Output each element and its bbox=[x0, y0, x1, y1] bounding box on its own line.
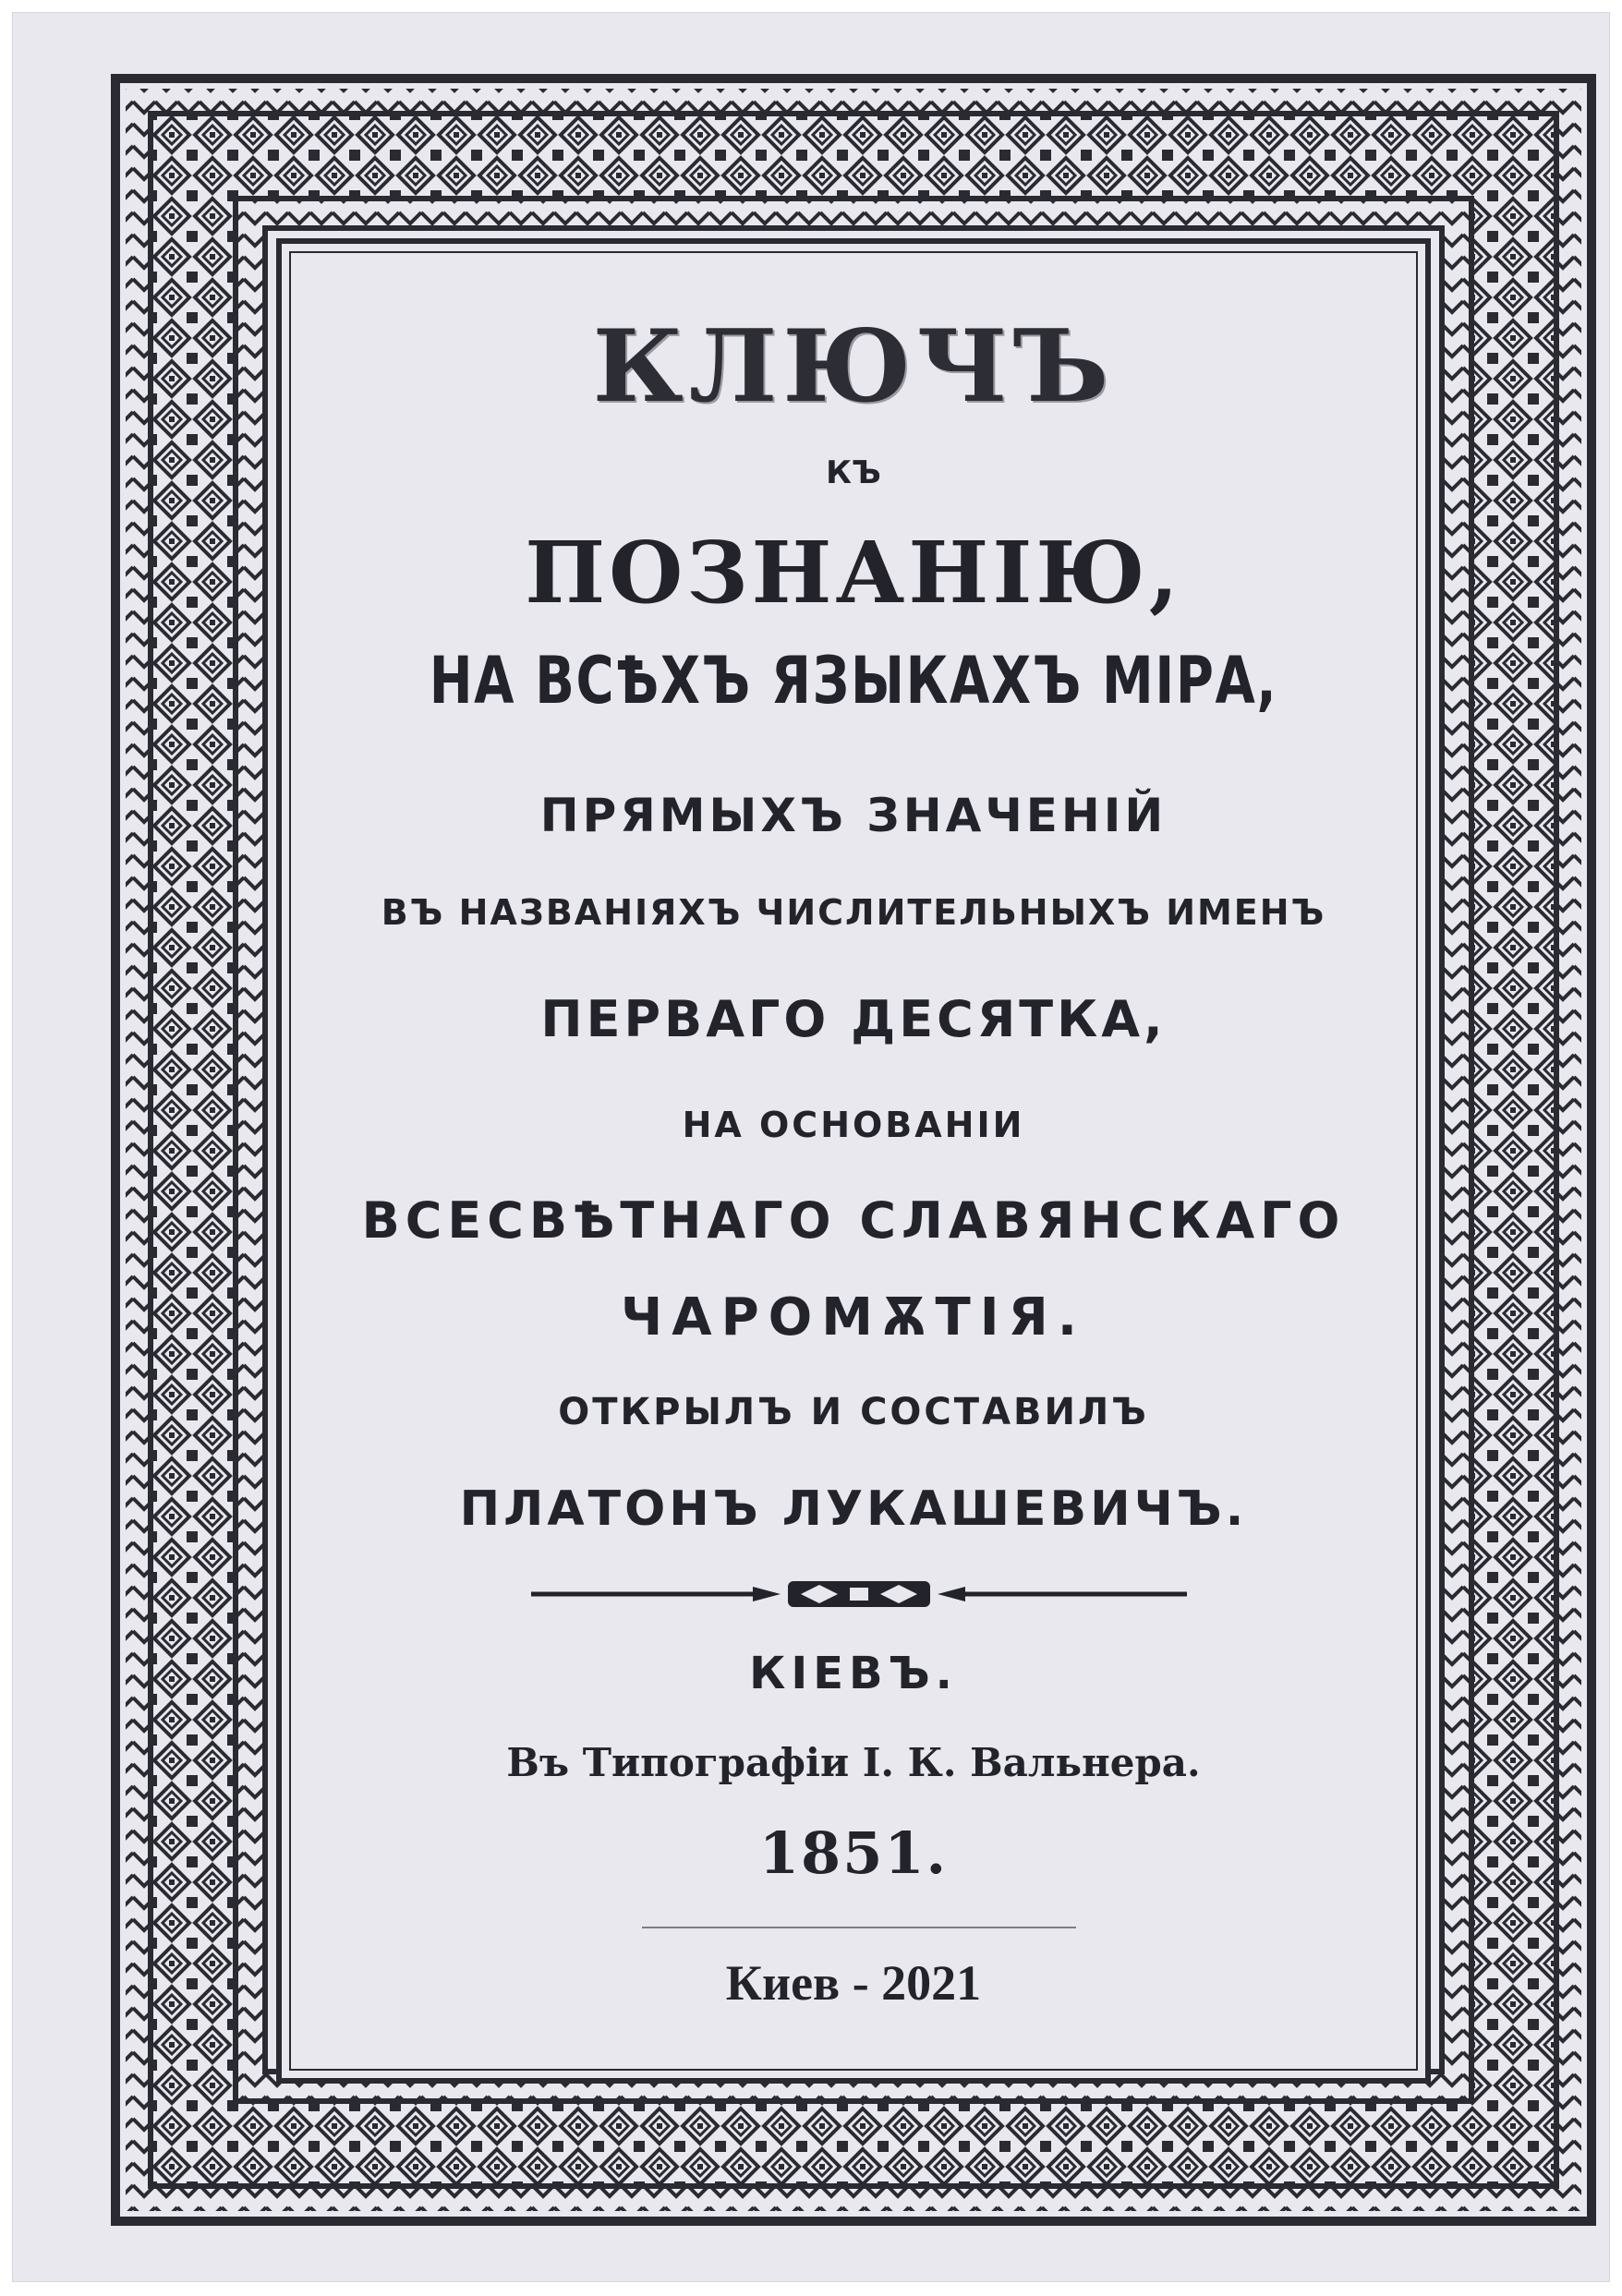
subtitle-slavic: ВСЕСВѢТНАГО СЛАВЯНСКАГО bbox=[361, 1191, 1346, 1250]
subtitle-first-ten: ПЕРВАГО ДЕСЯТКА, bbox=[540, 990, 1167, 1048]
ornament-divider bbox=[531, 1574, 1187, 1611]
subtitle-meanings: ПРЯМЫХЪ ЗНАЧЕНІЙ bbox=[539, 789, 1168, 842]
subtitle-numerals: ВЪ НАЗВАНІЯХЪ ЧИСЛИТЕЛЬНЫХЪ ИМЕНЪ bbox=[381, 892, 1326, 933]
book-cover bbox=[13, 13, 1609, 2281]
author-name: ПЛАТОНЪ ЛУКАШЕВИЧЪ. bbox=[459, 1481, 1248, 1537]
divider-rule bbox=[642, 1927, 1076, 1928]
subtitle-k: КЪ bbox=[826, 454, 881, 491]
subtitle-poznaniyu: ПОЗНАНІЮ, bbox=[525, 523, 1182, 622]
title: КЛЮЧЪ bbox=[592, 308, 1115, 425]
year: 1851. bbox=[758, 1819, 949, 1887]
subtitle-languages: НА ВСѢХЪ ЯЗЫКАХЪ МІРА, bbox=[429, 643, 1278, 719]
reprint-line: Киев - 2021 bbox=[725, 1955, 982, 2011]
author-credit: ОТКРЫЛЪ И СОСТАВИЛЪ bbox=[558, 1391, 1149, 1433]
printer: Въ Типографіи І. К. Вальнера. bbox=[506, 1740, 1201, 1785]
city: КІЕВЪ. bbox=[749, 1648, 958, 1699]
subtitle-charomutiya: ЧАРОМѪТІЯ. bbox=[620, 1287, 1086, 1347]
subtitle-basis: НА ОСНОВАНІИ bbox=[682, 1105, 1025, 1145]
title-panel bbox=[276, 238, 1431, 2084]
